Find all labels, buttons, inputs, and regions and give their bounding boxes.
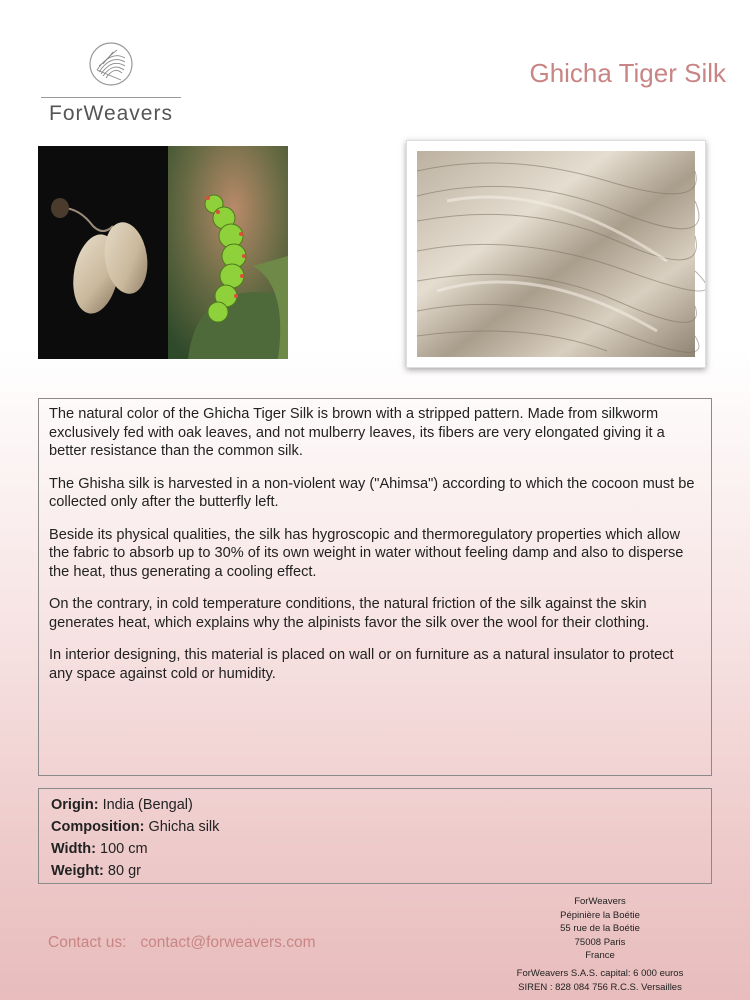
- address-line: Pépinière la Boétie: [560, 909, 640, 921]
- spec-width: [51, 838, 699, 860]
- silk-fabric-illustration: [407, 141, 705, 367]
- spec-label: Weight:: [51, 863, 104, 879]
- address-line: ForWeavers: [574, 896, 626, 907]
- legal-info: [500, 967, 700, 994]
- description-paragraph-1: The natural color of the Ghicha Tiger Silk is brown with a stripped pattern. Made from silkworm exclusively fed with oak leaves, and not mulberry leaves, its fibers are very elongated giving it a better resistance than the common silk.: [49, 406, 665, 459]
- brand-name: ForWeavers: [49, 102, 173, 125]
- spec-label: Composition:: [51, 819, 145, 835]
- feather-circle-icon: [87, 40, 135, 88]
- spec-value: India (Bengal): [102, 797, 193, 813]
- contact-email-link[interactable]: contact@forweavers.com: [140, 934, 316, 951]
- spec-value: 80 gr: [107, 863, 141, 879]
- cocoons-caterpillar-illustration: [38, 146, 288, 359]
- address-line: France: [585, 950, 615, 961]
- silk-fabric-image: [406, 140, 706, 368]
- logo-divider: [41, 97, 181, 98]
- spec-origin: [51, 794, 699, 816]
- spec-label: Width:: [51, 841, 96, 857]
- legal-line: SIREN : 828 084 756 R.C.S. Versailles: [518, 981, 682, 993]
- address-line: 55 rue de la Boétie: [560, 923, 640, 934]
- spec-weight: [51, 860, 699, 882]
- description-paragraph-2: The Ghisha silk is harvested in a non-violent way ("Ahimsa") according to which the cocoon must be collected only after the butterfly left.: [49, 475, 695, 510]
- spec-value: 100 cm: [100, 841, 148, 857]
- specifications-box: [38, 788, 712, 884]
- description-paragraph-5: In interior designing, this material is placed on wall or on furniture as a natural insulator to protect any space against cold or humidity.: [49, 647, 674, 682]
- description-box: [38, 398, 712, 776]
- spec-composition: [51, 816, 699, 838]
- contact-label: Contact us:: [48, 934, 127, 951]
- cocoons-caterpillar-image: [38, 146, 288, 359]
- legal-line: ForWeavers S.A.S. capital: 6 000 euros: [516, 968, 684, 979]
- spec-label: Origin:: [51, 797, 99, 813]
- description-paragraph-4: On the contrary, in cold temperature conditions, the natural friction of the silk against the skin generates heat, which explains why the alpinists favor the silk over the wool for their clothing.: [49, 596, 650, 631]
- company-address: [500, 895, 700, 963]
- contact-line: [48, 934, 316, 952]
- address-line: 75008 Paris: [574, 936, 626, 948]
- page-title: Ghicha Tiger Silk: [529, 58, 726, 88]
- spec-value: Ghicha silk: [148, 819, 220, 835]
- brand-logo: [36, 40, 186, 126]
- description-paragraph-3: Beside its physical qualities, the silk has hygroscopic and thermoregulatory properties which allow the fabric to absorb up to 30% of its own weight in water without feeling damp and also to disperse the heat, thus generating a cooling effect.: [49, 526, 684, 580]
